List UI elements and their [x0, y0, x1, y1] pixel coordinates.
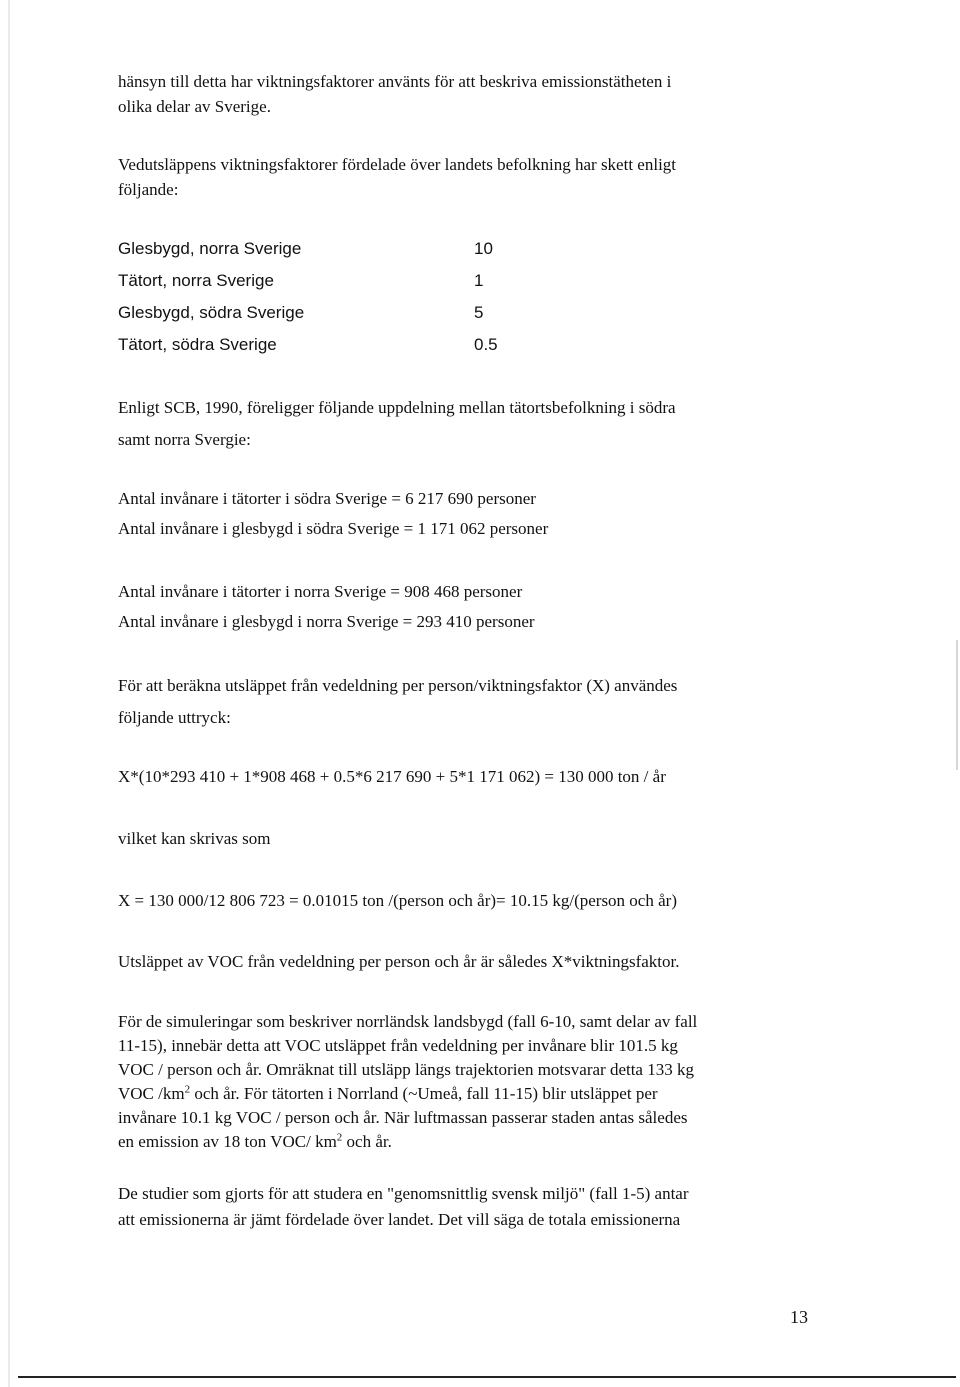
sim-line-6-text-b: och år.: [342, 1132, 392, 1151]
weights-value: 5: [474, 303, 484, 322]
sim-line-1: För de simuleringar som beskriver norrländsk landsbygd (fall 6-10, samt delar av fall: [118, 1012, 698, 1031]
population-line: Antal invånare i glesbygd i södra Sverige = 1 171 062 personer: [118, 519, 549, 538]
weights-row: [118, 302, 538, 324]
weights-row: [118, 270, 538, 292]
intro-line-1: hänsyn till detta har viktningsfaktorer använts för att beskriva emissionstätheten i: [118, 72, 672, 91]
intro-line-2: olika delar av Sverige.: [118, 97, 271, 116]
scb-line-1: Enligt SCB, 1990, föreligger följande uppdelning mellan tätortsbefolkning i södra: [118, 398, 676, 417]
page-number: 13: [790, 1307, 808, 1327]
weights-label: Tätort, norra Sverige: [118, 271, 274, 290]
weights-value: 10: [474, 239, 493, 258]
weights-value: 0.5: [474, 335, 498, 354]
scb-line-2: samt norra Svergie:: [118, 430, 251, 449]
bottom-rule: [18, 1376, 956, 1378]
weights-value: 1: [474, 271, 484, 290]
final-line-1: De studier som gjorts för att studera en "genomsnittlig svensk miljö" (fall 1-5) antar: [118, 1184, 689, 1203]
rewrite-text: vilket kan skrivas som: [118, 829, 271, 848]
population-line: Antal invånare i tätorter i södra Sverige = 6 217 690 personer: [118, 489, 536, 508]
superscript-2: 2: [184, 1083, 191, 1096]
sim-line-4-text-b: och år. För tätorten i Norrland (~Umeå, fall 11-15) blir utsläppet per: [190, 1084, 658, 1103]
sim-line-4-text-a: VOC /km: [118, 1084, 185, 1103]
final-line-2: att emissionerna är jämt fördelade över landet. Det vill säga de totala emissionerna: [118, 1210, 681, 1229]
scan-edge-left: [8, 0, 10, 1387]
sim-line-6-text-a: en emission av 18 ton VOC/ km: [118, 1132, 337, 1151]
weights-label: Glesbygd, södra Sverige: [118, 303, 305, 322]
sim-line-5: invånare 10.1 kg VOC / person och år. När luftmassan passerar staden antas således: [118, 1108, 688, 1127]
sim-line-6: [118, 1131, 392, 1153]
weights-label: Tätort, södra Sverige: [118, 335, 277, 354]
weights-intro-line-1: Vedutsläppens viktningsfaktorer fördelade över landets befolkning har skett enligt: [118, 155, 677, 174]
population-line: Antal invånare i glesbygd i norra Sverige = 293 410 personer: [118, 612, 535, 631]
population-line: Antal invånare i tätorter i norra Sverige = 908 468 personer: [118, 582, 523, 601]
superscript-2: 2: [336, 1131, 343, 1144]
voc-statement: Utsläppet av VOC från vedeldning per person och år är således X*viktningsfaktor.: [118, 952, 680, 971]
calc-intro-line-2: följande uttryck:: [118, 708, 231, 727]
weights-intro-line-2: följande:: [118, 180, 179, 199]
formula: X*(10*293 410 + 1*908 468 + 0.5*6 217 690 + 5*1 171 062) = 130 000 ton / år: [118, 767, 666, 786]
sim-line-4: [118, 1083, 658, 1105]
weights-label: Glesbygd, norra Sverige: [118, 239, 302, 258]
weights-row: [118, 334, 538, 356]
sim-line-3: VOC / person och år. Omräknat till utsläpp längs trajektorien motsvarar detta 133 kg: [118, 1060, 694, 1079]
scan-edge-right: [956, 640, 958, 770]
calc-intro-line-1: För att beräkna utsläppet från vedeldning per person/viktningsfaktor (X) användes: [118, 676, 678, 695]
weights-row: [118, 238, 538, 260]
sim-line-2: 11-15), innebär detta att VOC utsläppet från vedeldning per invånare blir 101.5 kg: [118, 1036, 678, 1055]
result-line: X = 130 000/12 806 723 = 0.01015 ton /(person och år)= 10.15 kg/(person och år): [118, 891, 677, 910]
